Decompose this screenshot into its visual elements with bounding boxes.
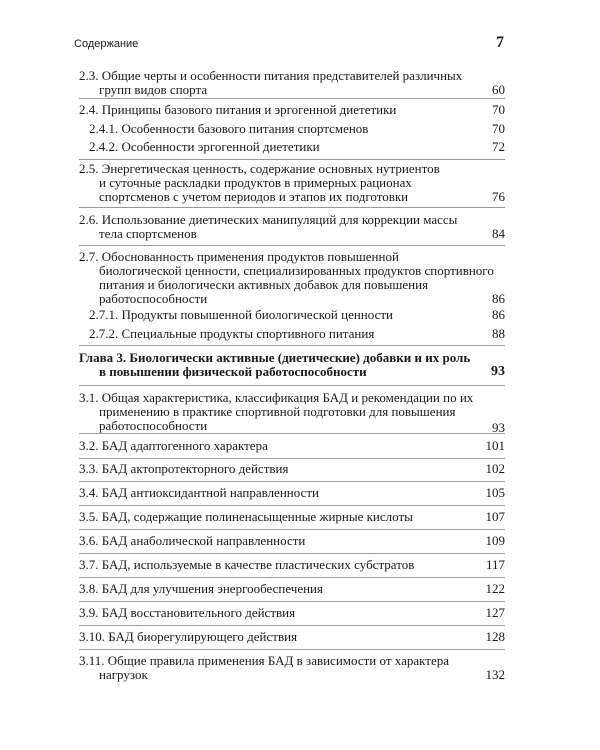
toc-entry-line: 2.5. Энергетическая ценность, содержание основных нутриентов	[79, 161, 440, 176]
toc-entry-line: 3.3. БАД актопротекторного действия	[79, 461, 289, 476]
toc-entry-line: 3.11. Общие правила применения БАД в зависимости от характера	[79, 653, 449, 668]
chapter-title-line: Глава 3. Биологически активные (диетические) добавки и их роль	[79, 350, 471, 365]
toc-entry-text	[79, 308, 505, 322]
toc-entry-page: 105	[485, 485, 505, 500]
toc-entry-page: 127	[485, 605, 505, 620]
toc-entry-line: работоспособности	[99, 418, 208, 433]
toc-entry-3-5	[79, 510, 505, 524]
toc-entry-2-7	[79, 250, 505, 306]
toc-entry-page: 70	[492, 102, 505, 117]
divider	[79, 458, 505, 459]
toc-entry-line: нагрузок	[99, 667, 148, 682]
toc-entry-3-8	[79, 582, 505, 596]
toc-entry-line: 3.9. БАД восстановительного действия	[79, 605, 296, 620]
toc-entry-line: 2.7.2. Специальные продукты спортивного питания	[89, 326, 375, 341]
header-page-number: 7	[496, 34, 504, 51]
toc-entry-text	[79, 327, 505, 341]
divider	[79, 505, 505, 506]
toc-entry-text	[79, 103, 505, 117]
toc-entry-2-7-2	[79, 327, 505, 341]
divider	[79, 481, 505, 482]
toc-entry-2-6	[79, 213, 505, 241]
toc-entry-3-1	[79, 391, 505, 433]
toc-entry-3-9	[79, 606, 505, 620]
toc-entry-text	[79, 534, 505, 548]
toc-entry-line: 3.8. БАД для улучшения энергообеспечения	[79, 581, 323, 596]
divider	[79, 553, 505, 554]
toc-chapter-3	[79, 351, 505, 379]
toc-entry-3-4	[79, 486, 505, 500]
toc-entry-text	[79, 69, 505, 97]
toc-entry-page: 122	[485, 581, 505, 596]
toc-entry-page: 128	[485, 629, 505, 644]
toc-entry-text	[79, 162, 505, 204]
toc-entry-2-7-1	[79, 308, 505, 322]
toc-chapter-page: 93	[491, 364, 505, 379]
toc-entry-line: 3.10. БАД биорегулирующего действия	[79, 629, 298, 644]
toc-entry-line: работоспособности	[99, 291, 208, 306]
toc-entry-3-11	[79, 654, 505, 682]
toc-entry-2-3	[79, 69, 505, 97]
toc-entry-text	[79, 582, 505, 596]
toc-entry-line: 3.5. БАД, содержащие полиненасыщенные жирные кислоты	[79, 509, 413, 524]
toc-entry-page: 88	[492, 326, 505, 341]
toc-entry-line: питания и биологически активных добавок для повышения	[99, 277, 429, 292]
toc-entry-line: 3.6. БАД анаболической направленности	[79, 533, 306, 548]
toc-entry-2-4	[79, 103, 505, 117]
toc-entry-page: 70	[492, 121, 505, 136]
toc-entry-page: 117	[485, 557, 505, 572]
toc-entry-3-10	[79, 630, 505, 644]
toc-entry-line: 2.6. Использование диетических манипуляций для коррекции массы	[79, 212, 458, 227]
toc-entry-text	[79, 654, 505, 682]
toc-entry-3-6	[79, 534, 505, 548]
toc-entry-line: биологической ценности, специализированных продуктов спортивного	[99, 263, 494, 278]
toc-entry-line: 3.2. БАД адаптогенного характера	[79, 438, 268, 453]
toc-entry-line: 2.7. Обоснованность применения продуктов повышенной	[79, 249, 399, 264]
toc-entry-line: 2.4.1. Особенности базового питания спортсменов	[89, 121, 369, 136]
toc-entry-line: тела спортсменов	[99, 226, 197, 241]
toc-entry-2-4-2	[79, 140, 505, 154]
toc-entry-page: 102	[485, 461, 505, 476]
toc-entry-page: 86	[492, 291, 505, 306]
divider	[79, 529, 505, 530]
toc-entry-page: 86	[492, 307, 505, 322]
toc-entry-text	[79, 606, 505, 620]
divider	[79, 98, 505, 99]
toc-entry-line: 2.3. Общие черты и особенности питания представителей различных	[79, 68, 463, 83]
toc-entry-text	[79, 439, 505, 453]
toc-entry-line: спортсменов с учетом периодов и этапов их подготовки	[99, 189, 409, 204]
toc-entry-text	[79, 391, 505, 433]
toc-entry-text	[79, 462, 505, 476]
page-header	[74, 34, 504, 52]
toc-entry-page: 76	[492, 189, 505, 204]
toc-entry-line: 2.4. Принципы базового питания и эргогенной диететики	[79, 102, 397, 117]
divider	[79, 207, 505, 208]
divider	[79, 345, 505, 346]
toc-entry-2-4-1	[79, 122, 505, 136]
toc-entry-line: 3.7. БАД, используемые в качестве пластических субстратов	[79, 557, 415, 572]
toc-entry-line: 2.4.2. Особенности эргогенной диететики	[89, 139, 320, 154]
toc-entry-line: применению в практике спортивной подготовки для повышения	[99, 404, 456, 419]
toc-entry-line: 3.4. БАД антиоксидантной направленности	[79, 485, 319, 500]
toc-entry-line: 3.1. Общая характеристика, классификация БАД и рекомендации по их	[79, 390, 474, 405]
divider	[79, 601, 505, 602]
toc-entry-page: 101	[485, 438, 505, 453]
chapter-title-line: в повышении физической работоспособности	[99, 364, 367, 379]
toc-entry-page: 60	[492, 82, 505, 97]
divider	[79, 649, 505, 650]
toc-entry-page: 132	[485, 667, 505, 682]
toc-entry-text	[79, 122, 505, 136]
running-title: Содержание	[74, 38, 139, 50]
divider	[79, 245, 505, 246]
toc-entry-line: 2.7.1. Продукты повышенной биологической ценности	[89, 307, 393, 322]
toc-entry-page: 107	[485, 509, 505, 524]
toc-entry-text	[79, 351, 505, 379]
toc-entry-text	[79, 140, 505, 154]
divider	[79, 385, 505, 386]
divider	[79, 159, 505, 160]
divider	[79, 433, 505, 434]
toc-entry-page: 109	[485, 533, 505, 548]
divider	[79, 625, 505, 626]
toc-entry-3-7	[79, 558, 505, 572]
toc-entry-page: 93	[492, 420, 505, 435]
toc-entry-line: и суточные раскладки продуктов в примерных рационах	[99, 175, 412, 190]
toc-entry-page: 84	[492, 226, 505, 241]
toc-entry-2-5	[79, 162, 505, 204]
toc-entry-3-3	[79, 462, 505, 476]
toc-entry-3-2	[79, 439, 505, 453]
toc-entry-text	[79, 486, 505, 500]
divider	[79, 577, 505, 578]
toc-entry-page: 72	[492, 139, 505, 154]
toc-entry-text	[79, 510, 505, 524]
toc-entry-line: групп видов спорта	[99, 82, 208, 97]
toc-entry-text	[79, 630, 505, 644]
toc-entry-text	[79, 213, 505, 241]
toc-entry-text	[79, 558, 505, 572]
toc-entry-text	[79, 250, 505, 306]
